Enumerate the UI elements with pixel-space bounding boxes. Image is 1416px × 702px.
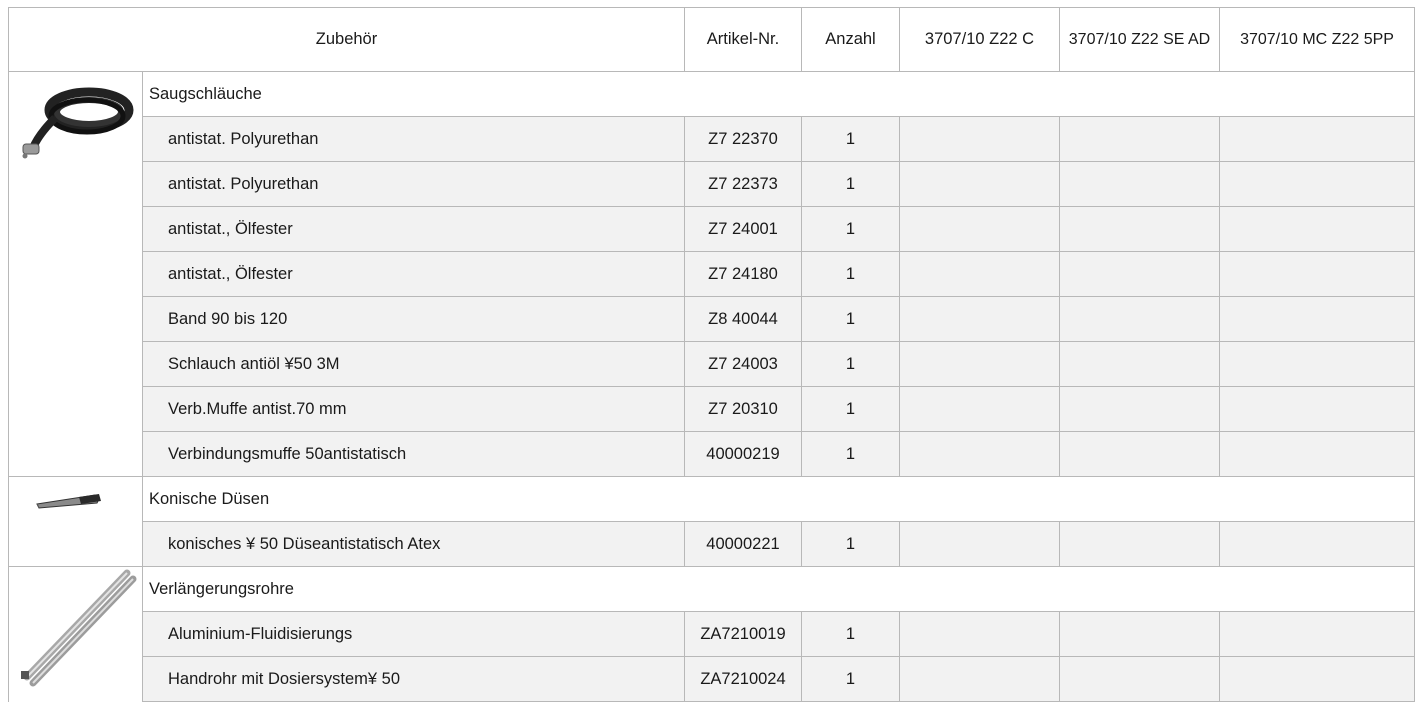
item-qty: 1 [802,432,900,477]
header-row [9,8,1415,72]
model-1-cell [900,432,1060,477]
item-name: Schlauch antiöl ¥50 3M [143,342,685,387]
item-qty: 1 [802,342,900,387]
header-model-2: 3707/10 Z22 SE AD [1060,8,1220,72]
item-name: Verbindungsmuffe 50antistatisch [143,432,685,477]
item-qty: 1 [802,207,900,252]
header-quantity: Anzahl [802,8,900,72]
model-2-cell [1060,387,1220,432]
item-name: antistat., Ölfester [143,252,685,297]
table-row [9,522,1415,567]
model-3-cell [1220,657,1415,702]
table-row [9,432,1415,477]
table-row [9,387,1415,432]
table-row [9,207,1415,252]
model-3-cell [1220,522,1415,567]
item-qty: 1 [802,612,900,657]
model-3-cell [1220,432,1415,477]
suction-hose-image [9,72,143,477]
model-2-cell [1060,522,1220,567]
model-1-cell [900,612,1060,657]
extension-tube-image [9,567,143,702]
item-article: ZA7210019 [685,612,802,657]
model-1-cell [900,252,1060,297]
model-3-cell [1220,252,1415,297]
item-qty: 1 [802,162,900,207]
model-3-cell [1220,612,1415,657]
model-3-cell [1220,162,1415,207]
model-2-cell [1060,117,1220,162]
model-2-cell [1060,207,1220,252]
table-row [9,117,1415,162]
model-1-cell [900,387,1060,432]
accessories-table [8,7,1415,702]
model-2-cell [1060,432,1220,477]
table-row [9,342,1415,387]
item-article: 40000221 [685,522,802,567]
model-3-cell [1220,117,1415,162]
model-2-cell [1060,657,1220,702]
item-name: antistat., Ölfester [143,207,685,252]
suction-hose-icon [9,72,141,192]
table-row [9,297,1415,342]
model-2-cell [1060,297,1220,342]
model-1-cell [900,297,1060,342]
model-2-cell [1060,252,1220,297]
table-row [9,162,1415,207]
extension-tube-icon [9,567,141,687]
item-article: Z8 40044 [685,297,802,342]
item-name: Handrohr mit Dosiersystem¥ 50 [143,657,685,702]
conical-nozzle-image [9,477,143,567]
item-name: konisches ¥ 50 Düseantistatisch Atex [143,522,685,567]
item-name: Verb.Muffe antist.70 mm [143,387,685,432]
model-3-cell [1220,342,1415,387]
item-qty: 1 [802,117,900,162]
item-name: Band 90 bis 120 [143,297,685,342]
model-2-cell [1060,612,1220,657]
model-3-cell [1220,387,1415,432]
item-article: Z7 24001 [685,207,802,252]
header-article-no: Artikel-Nr. [685,8,802,72]
group-row [9,567,1415,612]
conical-nozzle-icon [9,477,141,557]
item-article: 40000219 [685,432,802,477]
group-name: Verlängerungsrohre [143,567,1415,612]
group-name: Saugschläuche [143,72,1415,117]
model-3-cell [1220,297,1415,342]
item-name: antistat. Polyurethan [143,117,685,162]
model-1-cell [900,207,1060,252]
header-model-3: 3707/10 MC Z22 5PP [1220,8,1415,72]
model-2-cell [1060,342,1220,387]
item-article: Z7 22370 [685,117,802,162]
model-1-cell [900,342,1060,387]
table-row [9,252,1415,297]
item-qty: 1 [802,522,900,567]
group-name: Konische Düsen [143,477,1415,522]
item-article: ZA7210024 [685,657,802,702]
item-article: Z7 22373 [685,162,802,207]
item-name: antistat. Polyurethan [143,162,685,207]
item-qty: 1 [802,657,900,702]
header-accessory: Zubehör [9,8,685,72]
group-row [9,72,1415,117]
item-article: Z7 24180 [685,252,802,297]
model-3-cell [1220,207,1415,252]
item-qty: 1 [802,252,900,297]
group-row [9,477,1415,522]
model-2-cell [1060,162,1220,207]
item-qty: 1 [802,387,900,432]
header-model-1: 3707/10 Z22 C [900,8,1060,72]
model-1-cell [900,522,1060,567]
model-1-cell [900,117,1060,162]
model-1-cell [900,657,1060,702]
table-row [9,612,1415,657]
item-name: Aluminium-Fluidisierungs [143,612,685,657]
table-row [9,657,1415,702]
model-1-cell [900,162,1060,207]
item-article: Z7 20310 [685,387,802,432]
item-article: Z7 24003 [685,342,802,387]
item-qty: 1 [802,297,900,342]
